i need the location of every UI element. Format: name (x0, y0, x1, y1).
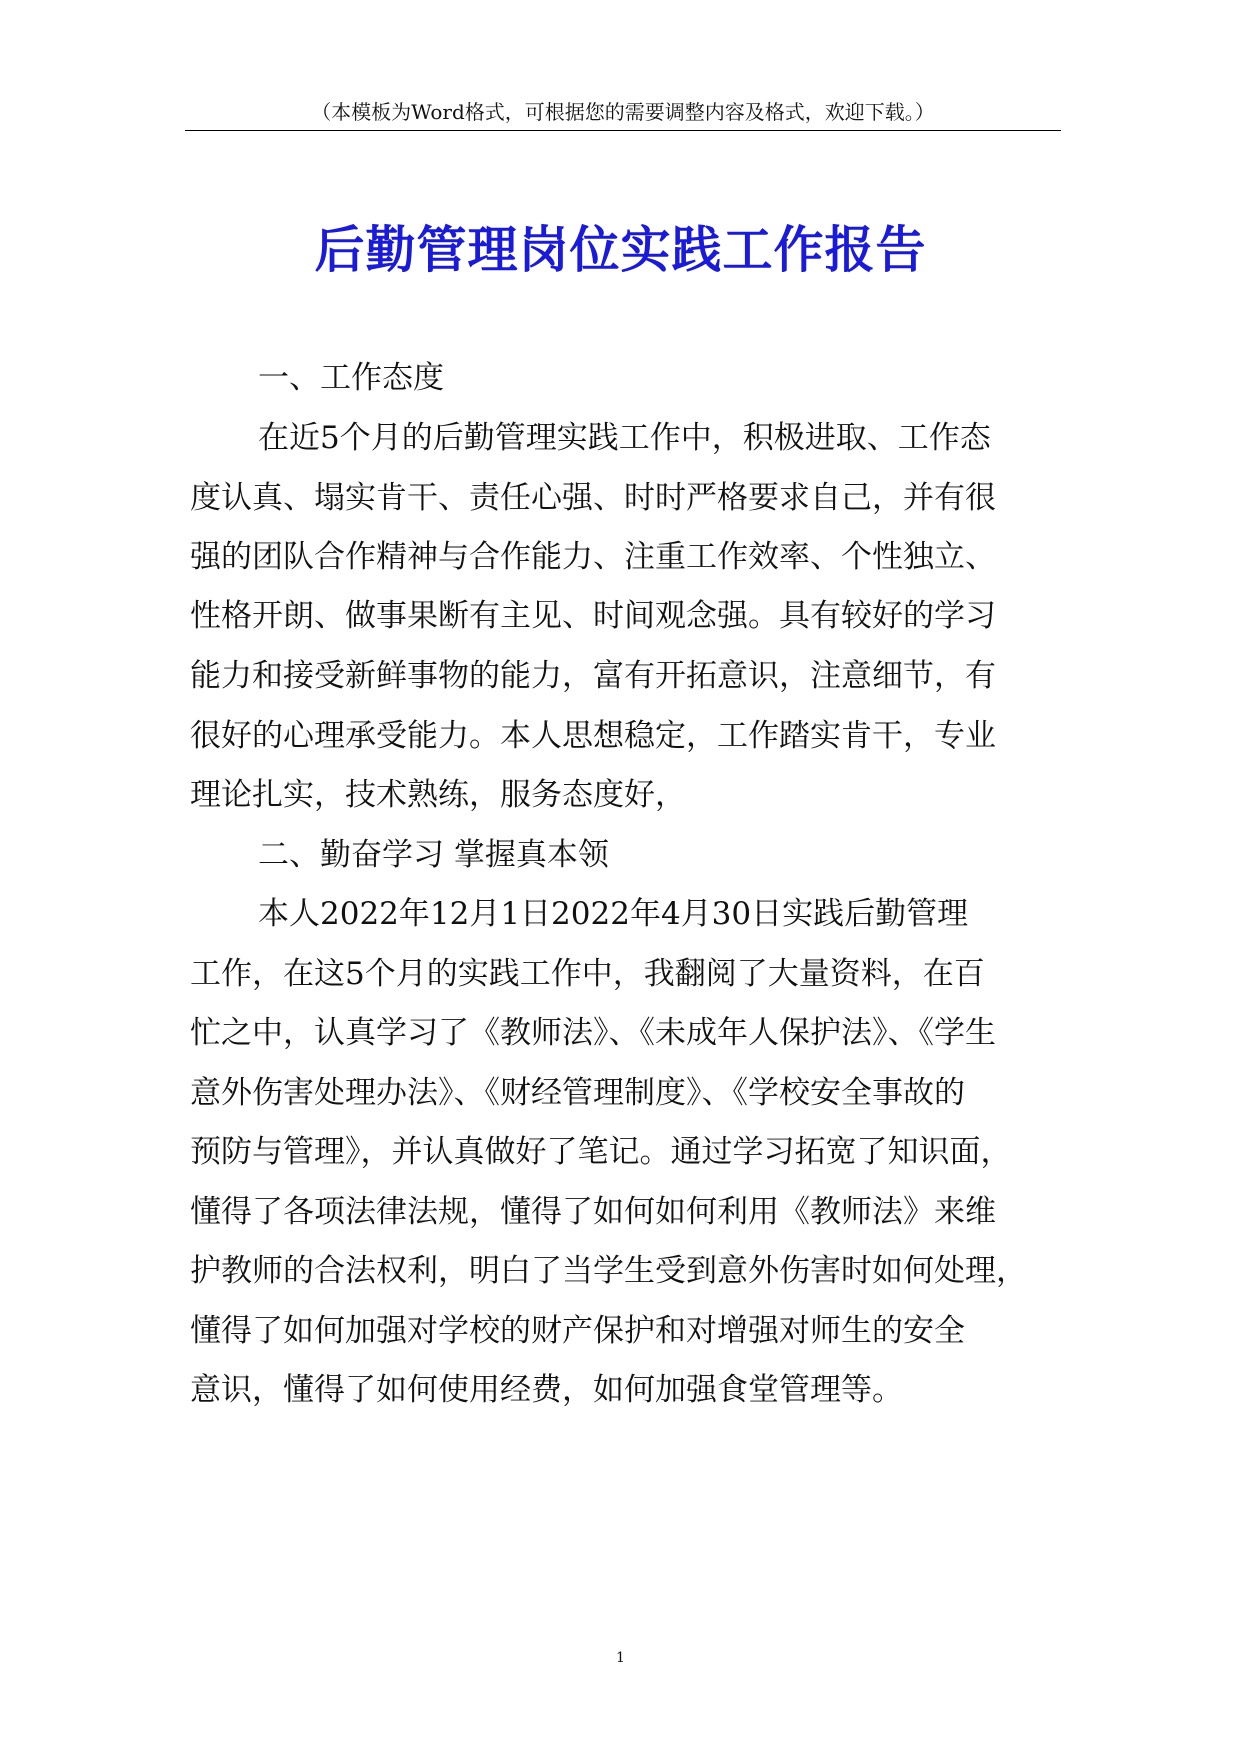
body-line: 懂得了各项法律法规，懂得了如何如何利用《教师法》来维 (190, 1194, 996, 1230)
body-line: 理论扎实，技术熟练，服务态度好， (190, 777, 686, 813)
body-line: 强的团队合作精神与合作能力、注重工作效率、个性独立、 (190, 539, 996, 575)
body-line: 性格开朗、做事果断有主见、时间观念强。具有较好的学习 (190, 598, 996, 634)
section-heading-study: 二、勤奋学习 掌握真本领 (258, 837, 609, 873)
body-line: 意识，懂得了如何使用经费，如何加强食堂管理等。 (190, 1372, 903, 1408)
template-note: （本模板为Word格式，可根据您的需要调整内容及格式，欢迎下载。） (311, 100, 935, 124)
body-line: 本人2022年12月1日2022年4月30日实践后勤管理 (258, 896, 969, 932)
page-number: 1 (616, 1650, 625, 1666)
body-line: 忙之中，认真学习了《教师法》、《未成年人保护法》、《学生 (190, 1015, 996, 1051)
body-line: 度认真、塌实肯干、责任心强、时时严格要求自己，并有很 (190, 480, 996, 516)
section-heading-attitude: 一、工作态度 (258, 360, 444, 396)
body-line: 能力和接受新鲜事物的能力，富有开拓意识，注意细节，有 (190, 658, 996, 694)
body-line: 懂得了如何加强对学校的财产保护和对增强对师生的安全 (190, 1313, 965, 1349)
body-line: 意外伤害处理办法》、《财经管理制度》、《学校安全事故的 (190, 1075, 965, 1111)
body-line: 护教师的合法权利，明白了当学生受到意外伤害时如何处理， (190, 1253, 1027, 1289)
body-line: 工作，在这5个月的实践工作中，我翻阅了大量资料，在百 (190, 956, 985, 992)
body-line: 预防与管理》，并认真做好了笔记。通过学习拓宽了知识面， (190, 1134, 1012, 1170)
document-title: 后勤管理岗位实践工作报告 (314, 220, 927, 279)
body-line: 很好的心理承受能力。本人思想稳定，工作踏实肯干，专业 (190, 718, 996, 754)
header-divider (185, 130, 1061, 131)
body-line: 在近5个月的后勤管理实践工作中，积极进取、工作态 (258, 420, 991, 456)
